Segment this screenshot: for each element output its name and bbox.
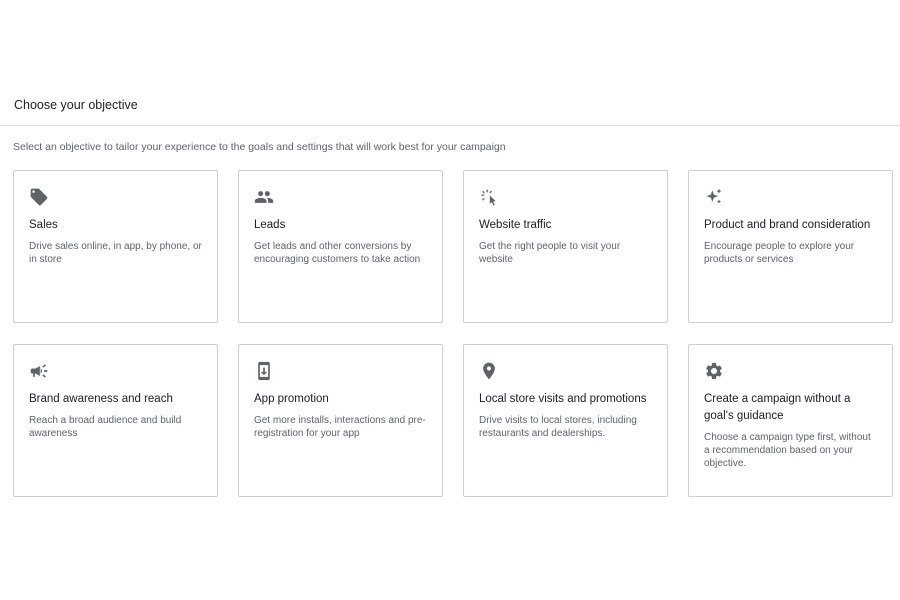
- objective-title: Create a campaign without a goal's guidance: [704, 393, 851, 422]
- objective-card-no-goal[interactable]: [688, 344, 893, 497]
- objective-title: Product and brand consideration: [704, 219, 871, 231]
- objective-title: App promotion: [254, 393, 329, 405]
- cursor-click-icon: [479, 187, 499, 207]
- objective-title: Sales: [29, 219, 58, 231]
- location-pin-icon: [479, 361, 499, 381]
- page-subtitle: Select an objective to tailor your experience to the goals and settings that will work best for your campaign: [13, 141, 506, 153]
- objective-grid: [13, 170, 893, 497]
- objective-card-app-promotion[interactable]: [238, 344, 443, 497]
- people-icon: [254, 187, 274, 207]
- gear-icon: [704, 361, 724, 381]
- objective-description: Get the right people to visit your website: [479, 241, 621, 265]
- objective-description: Drive sales online, in app, by phone, or in store: [29, 241, 202, 265]
- objective-card-leads[interactable]: [238, 170, 443, 323]
- phone-download-icon: [254, 361, 274, 381]
- objective-description: Reach a broad audience and build awareness: [29, 415, 182, 439]
- page-title: Choose your objective: [14, 98, 138, 112]
- objective-card-product-brand-consideration[interactable]: [688, 170, 893, 323]
- objective-description: Encourage people to explore your products or services: [704, 241, 855, 265]
- objective-card-website-traffic[interactable]: [463, 170, 668, 323]
- sparkle-icon: [704, 187, 724, 207]
- objective-title: Leads: [254, 219, 286, 231]
- objective-card-local-store-visits[interactable]: [463, 344, 668, 497]
- objective-description: Choose a campaign type first, without a recommendation based on your objective.: [704, 432, 871, 469]
- page-header: [0, 86, 900, 126]
- objective-card-sales[interactable]: [13, 170, 218, 323]
- tag-icon: [29, 187, 49, 207]
- objective-title: Website traffic: [479, 219, 552, 231]
- megaphone-icon: [29, 361, 49, 381]
- objective-description: Get leads and other conversions by encouraging customers to take action: [254, 241, 421, 265]
- objective-title: Brand awareness and reach: [29, 393, 173, 405]
- objective-description: Drive visits to local stores, including restaurants and dealerships.: [479, 415, 637, 439]
- objective-card-brand-awareness[interactable]: [13, 344, 218, 497]
- objective-title: Local store visits and promotions: [479, 393, 647, 405]
- objective-description: Get more installs, interactions and pre-registration for your app: [254, 415, 426, 439]
